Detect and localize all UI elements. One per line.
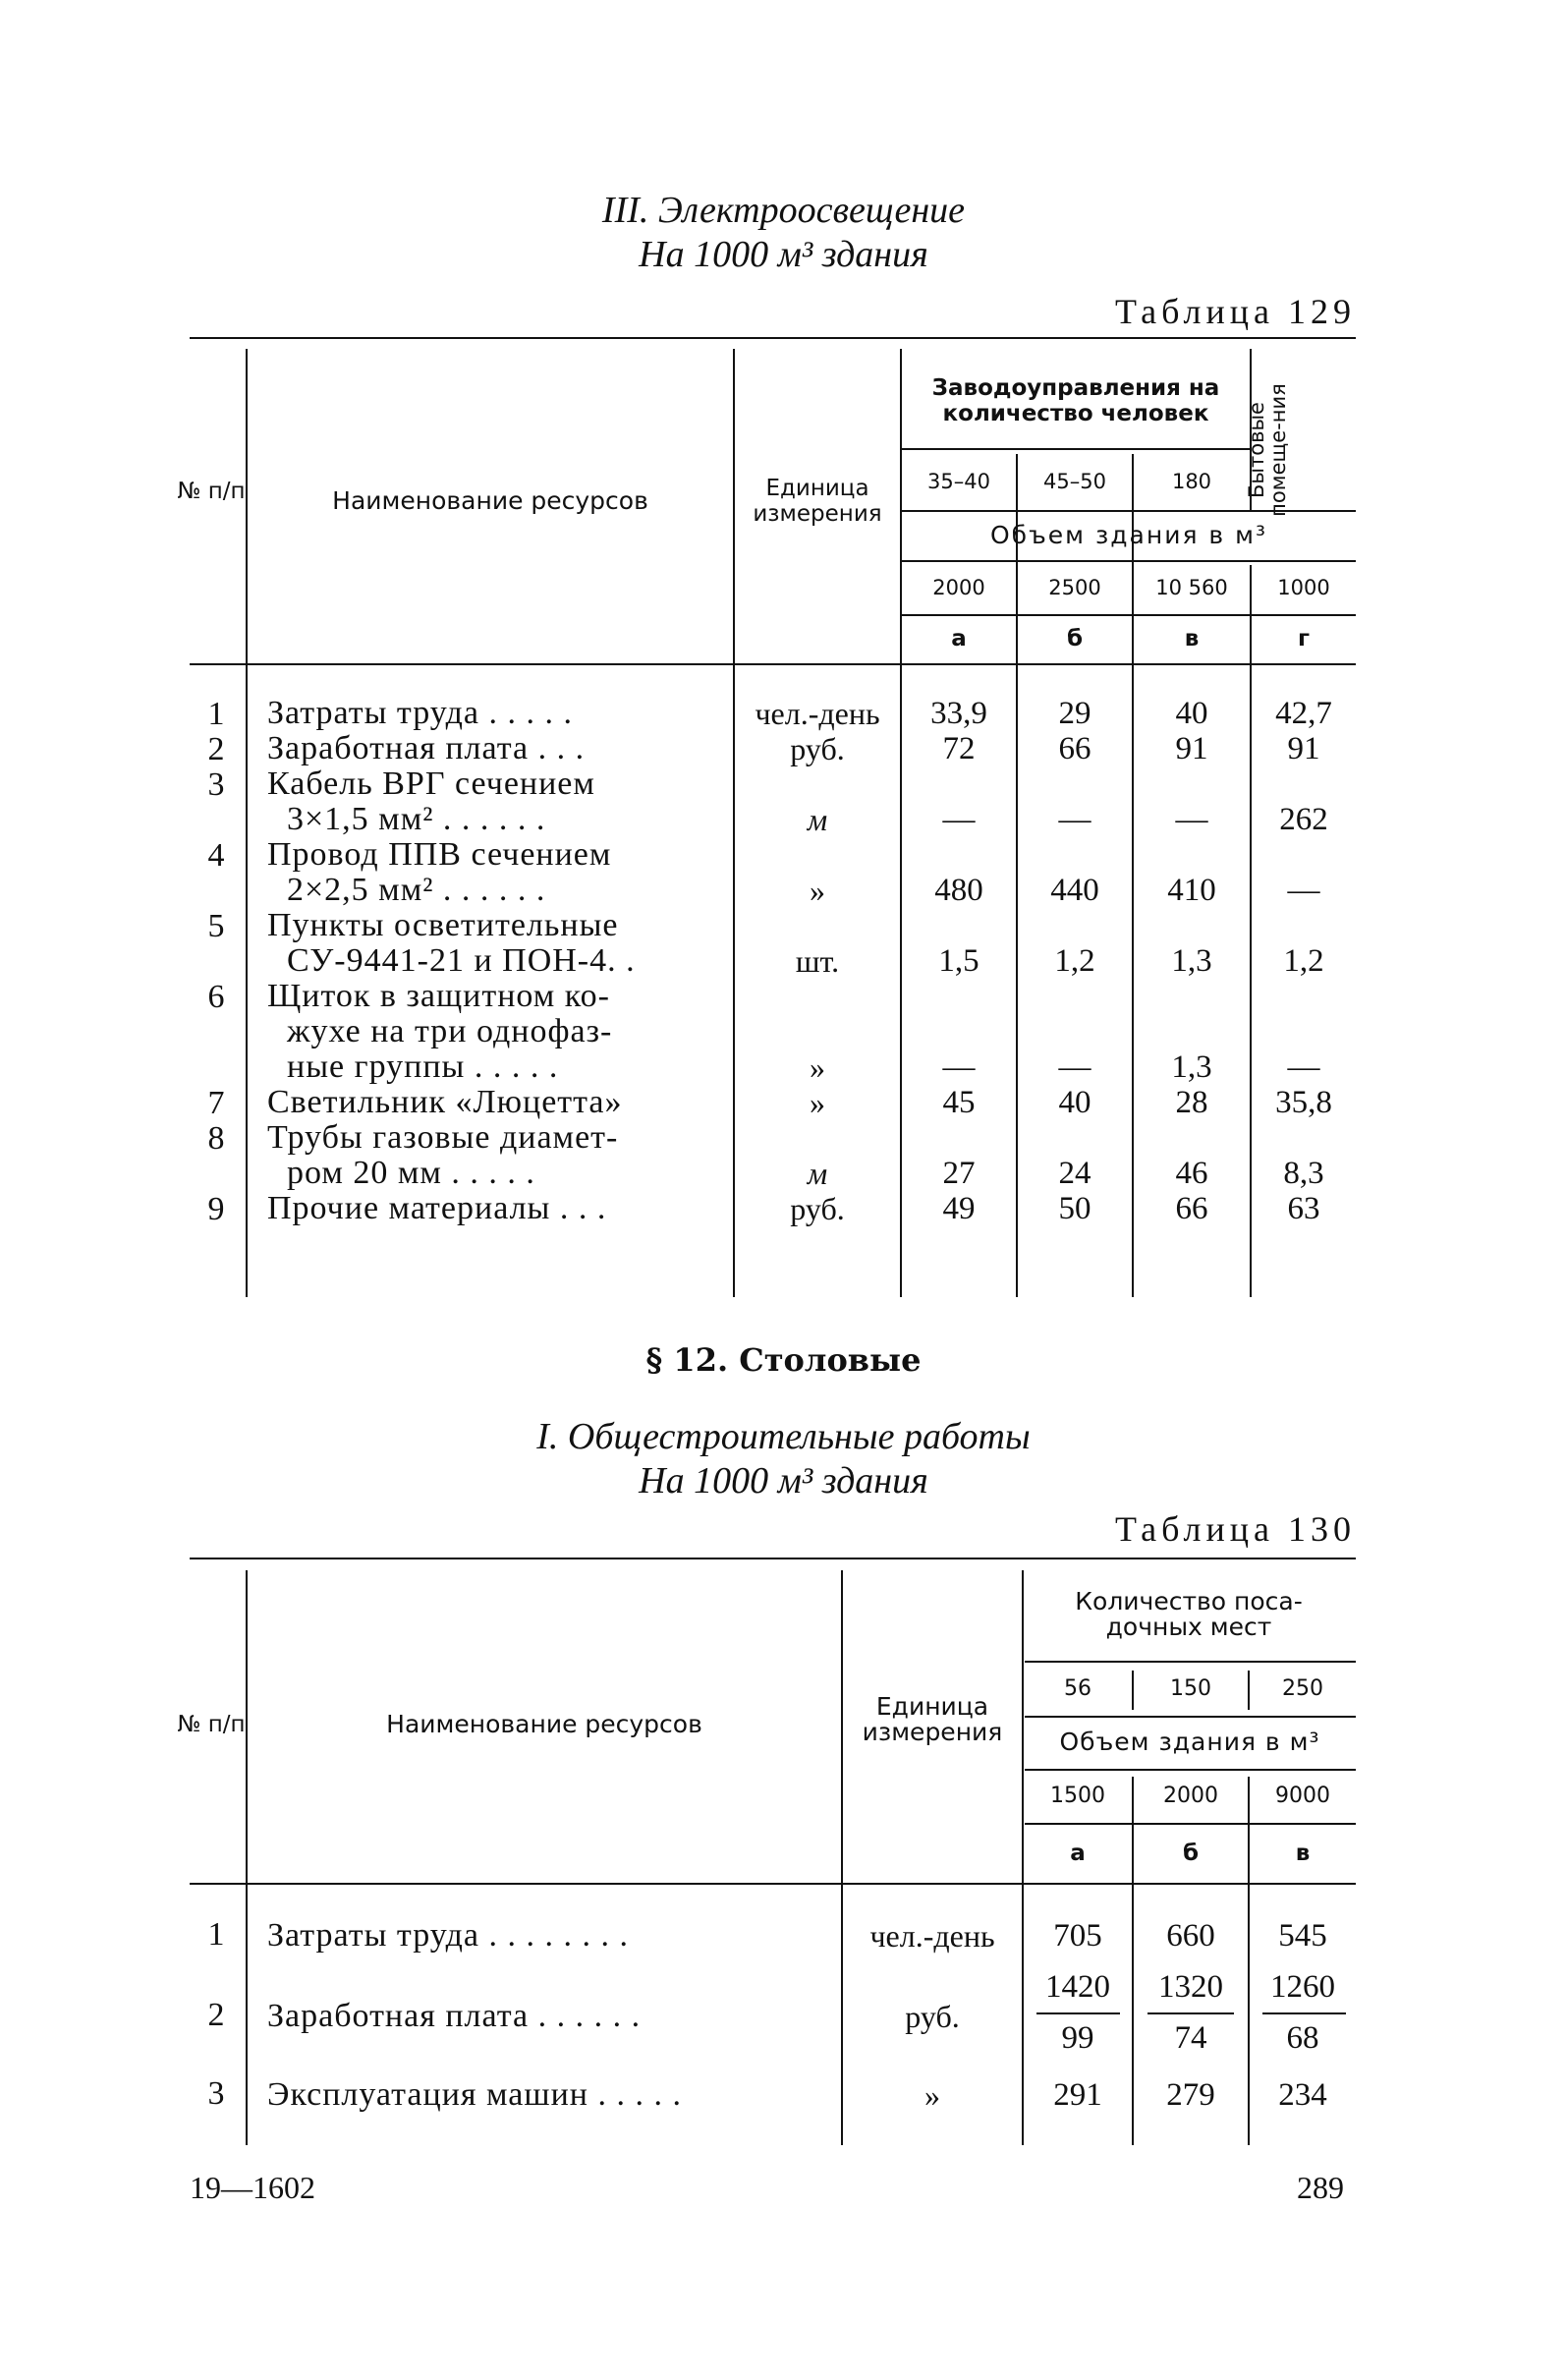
header-group: Количество поса-дочных мест — [1075, 1587, 1303, 1641]
section-title: III. Электроосвещение — [601, 190, 966, 231]
row-num: 3 — [207, 766, 225, 803]
header-volume-b: 2500 — [1048, 576, 1101, 599]
row-num: 4 — [207, 837, 225, 874]
row-unit: » — [810, 1049, 825, 1085]
row-unit: шт. — [795, 943, 840, 979]
table-top-rule — [190, 1558, 1356, 1559]
header-people-3: 180 — [1171, 470, 1212, 493]
row-value-a: — — [942, 802, 976, 837]
row-name: Пункты осветительные — [267, 907, 619, 943]
row-num: 1 — [207, 1916, 225, 1953]
row-unit: » — [810, 1085, 825, 1120]
header-volume-a: 2000 — [932, 576, 985, 599]
row-name-cont: 2×2,5 мм² . . . . . . — [287, 872, 546, 908]
header-volume-a: 1500 — [1050, 1784, 1105, 1808]
row-value-a: 291 — [1053, 2077, 1102, 2113]
header-household: Бытовые помеще-ния — [1245, 383, 1290, 517]
row-name-cont: ные группы . . . . . — [287, 1048, 559, 1085]
row-name-cont: жухе на три однофаз- — [287, 1013, 613, 1049]
rule-under-volume-label — [900, 560, 1356, 562]
row-name-cont: СУ-9441-21 и ПОН-4. . — [287, 942, 636, 979]
header-unit: Единица измерения — [862, 1692, 1003, 1746]
row-value-a-denominator: 99 — [1061, 2020, 1094, 2056]
row-value-a: 45 — [942, 1085, 976, 1120]
row-unit: м — [807, 1156, 828, 1191]
fraction-bar-a — [1036, 2012, 1120, 2014]
row-num: 6 — [207, 979, 225, 1015]
row-value-a: 1420 — [1045, 1969, 1110, 2005]
row-unit: чел.-день — [869, 1918, 995, 1954]
row-value-b-denominator: 74 — [1174, 2020, 1207, 2056]
row-value-d: 1,2 — [1283, 943, 1324, 979]
row-name: Щиток в защитном ко- — [267, 978, 610, 1014]
row-num: 7 — [207, 1085, 225, 1121]
row-value-c: 40 — [1175, 696, 1208, 731]
row-num: 2 — [207, 731, 225, 767]
row-value-d: 91 — [1287, 731, 1320, 766]
row-value-d: 8,3 — [1283, 1156, 1324, 1191]
header-bottom-rule — [190, 663, 1356, 665]
row-name: Затраты труда . . . . . — [267, 695, 574, 731]
row-value-d: — — [1287, 873, 1320, 908]
header-volume-c: 10 560 — [1155, 576, 1228, 599]
col-divider-num — [246, 1570, 248, 2145]
footer-signature: 19—1602 — [190, 2170, 315, 2205]
row-unit: » — [924, 2077, 940, 2113]
fraction-bar-c — [1262, 2012, 1346, 2014]
row-unit: чел.-день — [755, 696, 880, 731]
table-label-129: Таблица 129 — [1115, 292, 1356, 331]
row-value-a: 27 — [942, 1156, 976, 1191]
header-group: Заводоуправления на количество человек — [931, 375, 1220, 426]
header-unit: Единица измерения — [753, 476, 882, 527]
row-value-c-denominator: 68 — [1286, 2020, 1319, 2056]
header-seats-2: 150 — [1170, 1676, 1211, 1701]
row-value-a: 705 — [1053, 1918, 1102, 1954]
header-volume-label: Объем здания в м³ — [1059, 1728, 1320, 1756]
section-12-title: § 12. Столовые — [645, 1341, 922, 1379]
row-num: 9 — [207, 1191, 225, 1227]
header-num: № п/п — [177, 1712, 246, 1737]
row-value-a: 1,5 — [938, 943, 979, 979]
row-name: Светильник «Люцетта» — [267, 1084, 623, 1120]
row-value-b: — — [1058, 1049, 1091, 1085]
row-unit: руб. — [790, 731, 845, 766]
row-value-b: 1,2 — [1054, 943, 1095, 979]
row-value-b: 440 — [1050, 873, 1099, 908]
row-unit: руб. — [905, 1999, 960, 2034]
header-name: Наименование ресурсов — [386, 1710, 702, 1738]
row-value-b: 40 — [1058, 1085, 1091, 1120]
header-people-1: 35–40 — [927, 470, 990, 493]
header-volume-c: 9000 — [1275, 1784, 1330, 1808]
header-letter-a: а — [1070, 1841, 1086, 1866]
row-num: 2 — [207, 1997, 225, 2033]
fraction-bar-b — [1147, 2012, 1234, 2014]
row-value-b: — — [1058, 802, 1091, 837]
rule-under-volumes — [900, 614, 1356, 616]
table-label-130: Таблица 130 — [1115, 1509, 1356, 1549]
row-value-d: 35,8 — [1275, 1085, 1332, 1120]
row-value-d: — — [1287, 1049, 1320, 1085]
row-value-a: 480 — [934, 873, 983, 908]
row-value-d: 63 — [1287, 1191, 1320, 1226]
row-value-b: 50 — [1058, 1191, 1091, 1226]
row-name: Затраты труда . . . . . . . . — [267, 1917, 630, 1954]
header-bottom-rule — [190, 1883, 1356, 1885]
header-volume-d: 1000 — [1277, 576, 1330, 599]
row-value-c: 234 — [1278, 2077, 1327, 2113]
header-letter-a: а — [951, 626, 967, 652]
rule-under-volume-label — [1025, 1769, 1356, 1771]
row-num: 3 — [207, 2075, 225, 2112]
header-volume-b: 2000 — [1163, 1784, 1218, 1808]
header-letter-b: б — [1066, 626, 1084, 652]
row-value-b: 1320 — [1158, 1969, 1223, 2005]
row-num: 1 — [207, 696, 225, 732]
row-value-c: 46 — [1175, 1156, 1208, 1191]
row-value-b: 66 — [1058, 731, 1091, 766]
row-value-a: 33,9 — [930, 696, 987, 731]
header-letter-c: в — [1295, 1841, 1311, 1866]
row-value-b: 29 — [1058, 696, 1091, 731]
row-value-c: 545 — [1278, 1918, 1327, 1954]
rule-under-volumes — [1025, 1823, 1356, 1825]
row-name-cont: ром 20 мм . . . . . — [287, 1155, 535, 1191]
row-name: Провод ППВ сечением — [267, 836, 612, 873]
section-subtitle: На 1000 м³ здания — [639, 234, 928, 275]
rule-under-seats — [1025, 1716, 1356, 1718]
row-unit: руб. — [790, 1191, 845, 1226]
row-value-b: 24 — [1058, 1156, 1091, 1191]
section-12-subtitle-2: На 1000 м³ здания — [639, 1460, 928, 1502]
row-value-d: 262 — [1279, 802, 1328, 837]
row-value-c: 410 — [1167, 873, 1216, 908]
row-value-c: 28 — [1175, 1085, 1208, 1120]
header-seats-3: 250 — [1282, 1676, 1323, 1701]
row-name: Заработная плата . . . — [267, 730, 586, 766]
row-name: Трубы газовые диамет- — [267, 1119, 619, 1156]
row-value-a: — — [942, 1049, 976, 1085]
row-value-c: — — [1175, 802, 1208, 837]
row-num: 5 — [207, 908, 225, 944]
row-name: Заработная плата . . . . . . — [267, 1998, 642, 2034]
row-name-cont: 3×1,5 мм² . . . . . . — [287, 801, 546, 837]
col-divider-name — [841, 1570, 843, 2145]
section-12-subtitle: I. Общестроительные работы — [536, 1416, 1031, 1457]
row-name: Эксплуатация машин . . . . . — [267, 2076, 682, 2113]
header-name: Наименование ресурсов — [332, 486, 648, 515]
rule-under-group — [1025, 1661, 1356, 1663]
row-value-a: 72 — [942, 731, 976, 766]
row-unit: » — [810, 873, 825, 908]
header-num: № п/п — [177, 479, 246, 504]
row-value-a: 49 — [942, 1191, 976, 1226]
row-name: Прочие материалы . . . — [267, 1190, 607, 1226]
header-people-2: 45–50 — [1043, 470, 1106, 493]
row-value-c: 91 — [1175, 731, 1208, 766]
header-volume-label: Объем здания в м³ — [990, 521, 1267, 549]
row-value-d: 42,7 — [1275, 696, 1332, 731]
header-letter-b: б — [1182, 1841, 1200, 1866]
table-top-rule — [190, 337, 1356, 339]
page-number: 289 — [1297, 2170, 1344, 2205]
row-value-c: 1260 — [1270, 1969, 1335, 2005]
row-value-c: 1,3 — [1171, 943, 1212, 979]
row-name: Кабель ВРГ сечением — [267, 765, 595, 802]
row-value-b: 660 — [1166, 1918, 1215, 1954]
row-value-c: 66 — [1175, 1191, 1208, 1226]
row-value-c: 1,3 — [1171, 1049, 1212, 1085]
header-seats-1: 56 — [1064, 1676, 1091, 1701]
row-num: 8 — [207, 1120, 225, 1157]
row-value-b: 279 — [1166, 2077, 1215, 2113]
row-unit: м — [807, 802, 828, 837]
header-letter-d: г — [1297, 626, 1311, 652]
header-letter-c: в — [1184, 626, 1200, 652]
rule-under-group — [900, 448, 1250, 450]
